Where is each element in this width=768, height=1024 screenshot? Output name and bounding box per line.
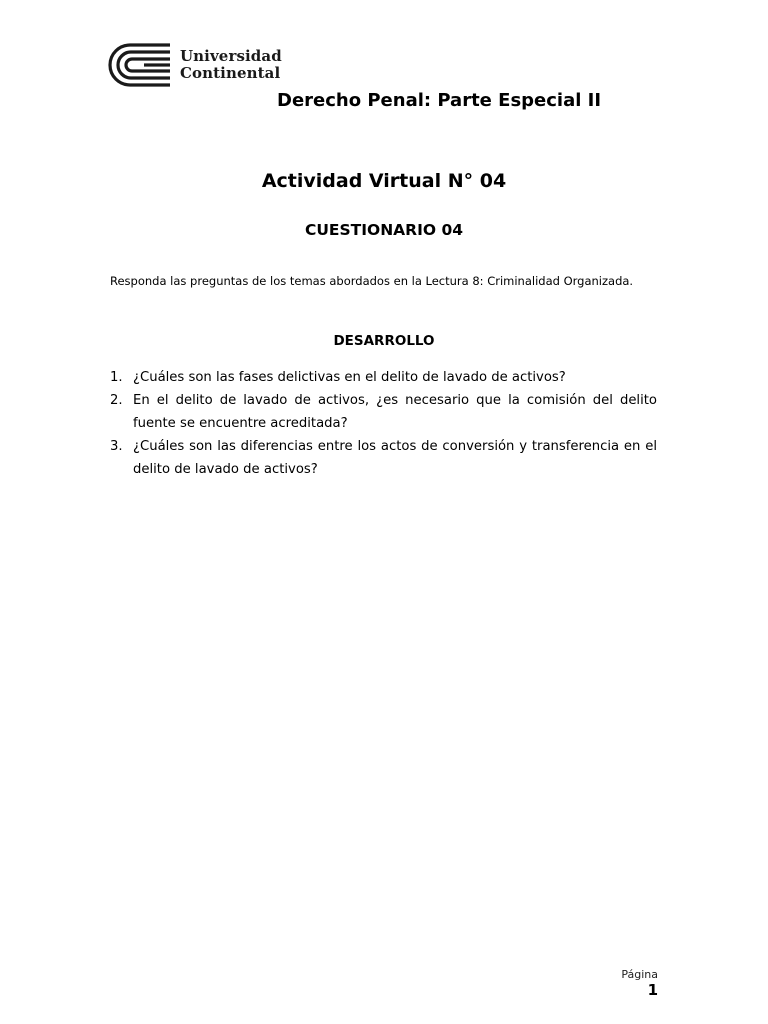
question-item — [110, 435, 657, 481]
question-number: 3. — [110, 439, 123, 454]
question-item — [110, 389, 657, 435]
question-number: 2. — [110, 393, 123, 408]
logo-text — [180, 48, 282, 82]
university-logo — [108, 42, 282, 88]
logo-line-1: Universidad — [180, 47, 282, 65]
page-number: 1 — [647, 981, 658, 999]
question-text: ¿Cuáles son las fases delictivas en el delito de lavado de activos? — [133, 370, 566, 385]
page-label: Página — [621, 968, 658, 981]
section-title: DESARROLLO — [333, 333, 435, 349]
question-text: En el delito de lavado de activos, ¿es necesario que la comisión del delito fuente se encuentre acreditada? — [133, 393, 657, 431]
question-list — [110, 366, 657, 481]
question-text: ¿Cuáles son las diferencias entre los actos de conversión y transferencia en el delito de lavado de activos? — [133, 439, 657, 477]
quiz-title: CUESTIONARIO 04 — [304, 221, 464, 239]
logo-line-2: Continental — [180, 64, 281, 82]
question-item — [110, 366, 657, 389]
course-title: Derecho Penal: Parte Especial II — [277, 90, 602, 111]
universidad-continental-logo-icon — [108, 42, 172, 88]
question-number: 1. — [110, 370, 123, 385]
instructions-paragraph: Responda las preguntas de los temas abordados en la Lectura 8: Criminalidad Organizada. — [110, 274, 634, 288]
activity-title: Actividad Virtual N° 04 — [261, 170, 507, 192]
